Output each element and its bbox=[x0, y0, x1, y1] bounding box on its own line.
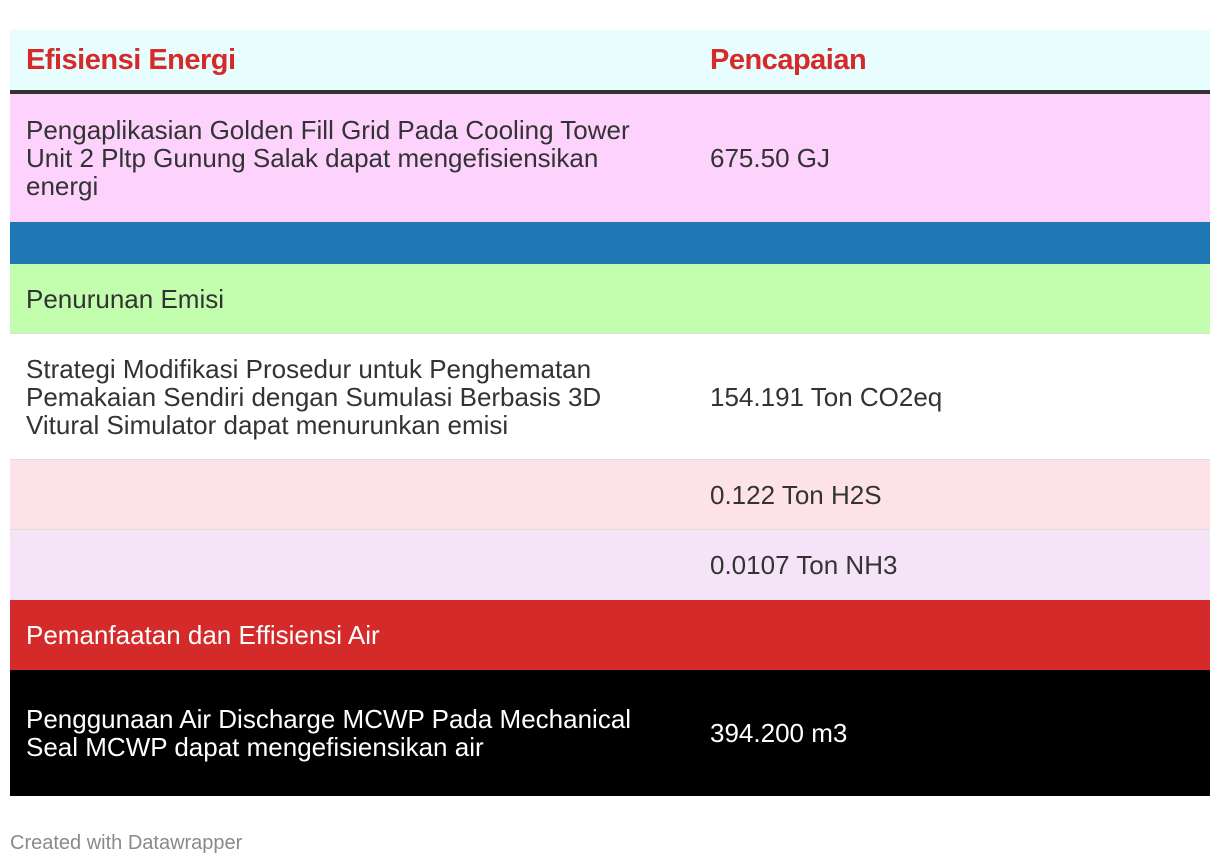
row-label: Strategi Modifikasi Prosedur untuk Penghematan Pemakaian Sendiri dengan Sumulasi Berbasis 3D Vitural Simulator dapat menurunkan emisi bbox=[26, 353, 602, 440]
table-row bbox=[10, 94, 1210, 222]
row-value: 675.50 GJ bbox=[710, 143, 830, 173]
column-header-pencapaian[interactable]: Pencapaian bbox=[710, 44, 867, 76]
row-value: 154.191 Ton CO2eq bbox=[710, 381, 943, 412]
table-row bbox=[10, 460, 1210, 530]
table-row bbox=[10, 530, 1210, 600]
table-header bbox=[10, 30, 1210, 94]
data-table bbox=[10, 30, 1210, 796]
column-header-efisiensi-energi[interactable]: Efisiensi Energi bbox=[26, 44, 236, 76]
datawrapper-credit[interactable]: Created with Datawrapper bbox=[10, 832, 243, 854]
row-label: Penggunaan Air Discharge MCWP Pada Mechanical Seal MCWP dapat mengefisiensikan air bbox=[26, 704, 632, 762]
row-value: 0.122 Ton H2S bbox=[710, 479, 882, 510]
table-row-section-penurunan-emisi bbox=[10, 264, 1210, 334]
row-value: 0.0107 Ton NH3 bbox=[710, 550, 898, 580]
row-value: 394.200 m3 bbox=[710, 718, 848, 748]
table-row bbox=[10, 334, 1210, 460]
row-label: Pemanfaatan dan Effisiensi Air bbox=[26, 620, 380, 650]
table-row bbox=[10, 670, 1210, 796]
table-row-section-air bbox=[10, 600, 1210, 670]
table-row-divider bbox=[10, 222, 1210, 264]
row-label: Penurunan Emisi bbox=[26, 283, 224, 314]
row-label: Pengaplikasian Golden Fill Grid Pada Cooling Tower Unit 2 Pltp Gunung Salak dapat mengefisiensikan energi bbox=[26, 115, 630, 201]
